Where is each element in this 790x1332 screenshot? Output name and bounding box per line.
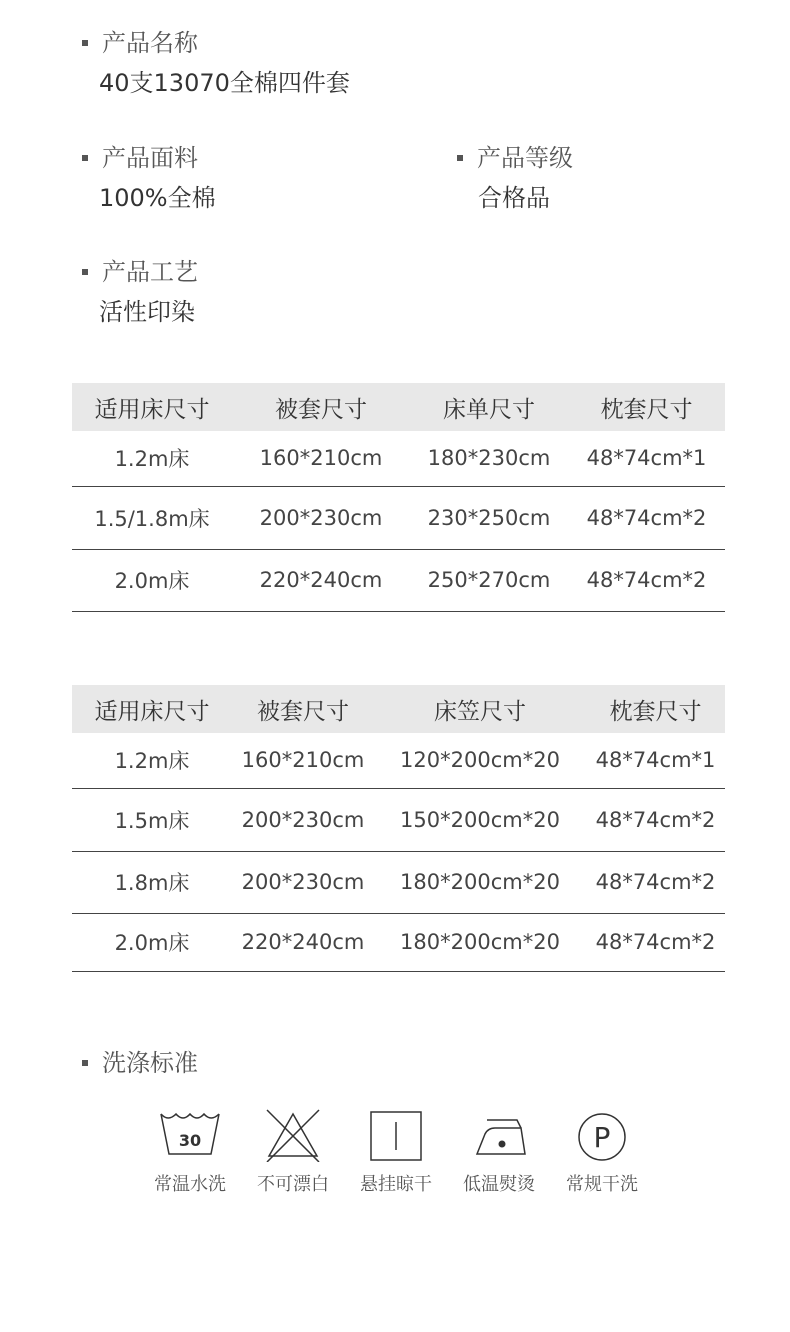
- table-header-cell: 床笠尺寸: [374, 685, 586, 733]
- product-fabric-block: [72, 143, 216, 213]
- wash-label: 常温水洗: [154, 1174, 226, 1195]
- low-iron-icon: [467, 1108, 531, 1162]
- product-craft-block: [72, 257, 198, 327]
- product-name-block: [72, 28, 350, 98]
- product-name-label: 产品名称: [72, 28, 350, 58]
- table-cell: 250*270cm: [410, 549, 568, 611]
- table-row: [72, 788, 725, 851]
- table-header-cell: 床单尺寸: [410, 383, 568, 431]
- product-fabric-label: 产品面料: [72, 143, 216, 173]
- dry-clean-text: P: [593, 1121, 611, 1154]
- table-row: [72, 431, 725, 486]
- wash-temp-text: 30: [178, 1131, 202, 1150]
- table-cell: 160*210cm: [232, 733, 374, 788]
- table-cell: 48*74cm*2: [586, 851, 725, 913]
- table-header-cell: 被套尺寸: [232, 685, 374, 733]
- table-cell: 220*240cm: [232, 549, 410, 611]
- wash-label: 低温熨烫: [463, 1174, 535, 1195]
- table-cell: 150*200cm*20: [374, 788, 586, 851]
- table-cell: 48*74cm*2: [568, 486, 725, 549]
- wash-label: 常规干洗: [566, 1174, 638, 1195]
- table-header-cell: 适用床尺寸: [72, 685, 232, 733]
- table-cell: 200*230cm: [232, 486, 410, 549]
- product-grade-block: [447, 143, 573, 213]
- table-header-cell: 枕套尺寸: [586, 685, 725, 733]
- table-header-cell: 适用床尺寸: [72, 383, 232, 431]
- wash-item: [140, 1108, 240, 1196]
- table-header-cell: 枕套尺寸: [568, 383, 725, 431]
- wash-label: 不可漂白: [257, 1174, 329, 1195]
- product-grade-value: 合格品: [478, 184, 550, 212]
- table-cell: 180*200cm*20: [374, 851, 586, 913]
- wash-item: [552, 1108, 652, 1196]
- table-cell: 200*230cm: [232, 851, 374, 913]
- wash-30-icon: [158, 1108, 222, 1162]
- table-header-cell: 被套尺寸: [232, 383, 410, 431]
- table-cell: 1.2m床: [72, 733, 232, 788]
- dry-clean-icon: [570, 1108, 634, 1162]
- table-cell: 180*230cm: [410, 431, 568, 486]
- product-craft-label: 产品工艺: [72, 257, 198, 287]
- table-row: [72, 733, 725, 788]
- table-cell: 1.8m床: [72, 851, 232, 913]
- wash-standard-block: [72, 1048, 198, 1078]
- table-cell: 180*200cm*20: [374, 913, 586, 971]
- hang-dry-icon: [364, 1108, 428, 1162]
- table-cell: 230*250cm: [410, 486, 568, 549]
- table-cell: 2.0m床: [72, 549, 232, 611]
- product-grade-label: 产品等级: [447, 143, 573, 173]
- table-cell: 48*74cm*2: [586, 788, 725, 851]
- table-cell: 2.0m床: [72, 913, 232, 971]
- product-fabric-value: 100%全棉: [99, 184, 216, 212]
- table-row: [72, 851, 725, 913]
- wash-item: [346, 1108, 446, 1196]
- table-cell: 200*230cm: [232, 788, 374, 851]
- product-craft-value: 活性印染: [99, 298, 195, 326]
- wash-item: [243, 1108, 343, 1196]
- size-table-fitted: [72, 685, 725, 972]
- table-row: [72, 549, 725, 611]
- wash-label: 悬挂晾干: [360, 1174, 432, 1195]
- table-cell: 48*74cm*1: [568, 431, 725, 486]
- table-cell: 1.2m床: [72, 431, 232, 486]
- table-cell: 1.5/1.8m床: [72, 486, 232, 549]
- table-header-row: [72, 383, 725, 431]
- table-cell: 1.5m床: [72, 788, 232, 851]
- table-cell: 120*200cm*20: [374, 733, 586, 788]
- product-name-value: 40支13070全棉四件套: [99, 69, 350, 97]
- table-row: [72, 913, 725, 971]
- table-cell: 220*240cm: [232, 913, 374, 971]
- table-row: [72, 486, 725, 549]
- table-cell: 48*74cm*2: [568, 549, 725, 611]
- wash-standard-label: 洗涤标准: [72, 1048, 198, 1078]
- table-header-row: [72, 685, 725, 733]
- table-cell: 48*74cm*2: [586, 913, 725, 971]
- table-cell: 48*74cm*1: [586, 733, 725, 788]
- wash-item: [449, 1108, 549, 1196]
- no-bleach-icon: [261, 1108, 325, 1162]
- table-cell: 160*210cm: [232, 431, 410, 486]
- size-table-sheet: [72, 383, 725, 612]
